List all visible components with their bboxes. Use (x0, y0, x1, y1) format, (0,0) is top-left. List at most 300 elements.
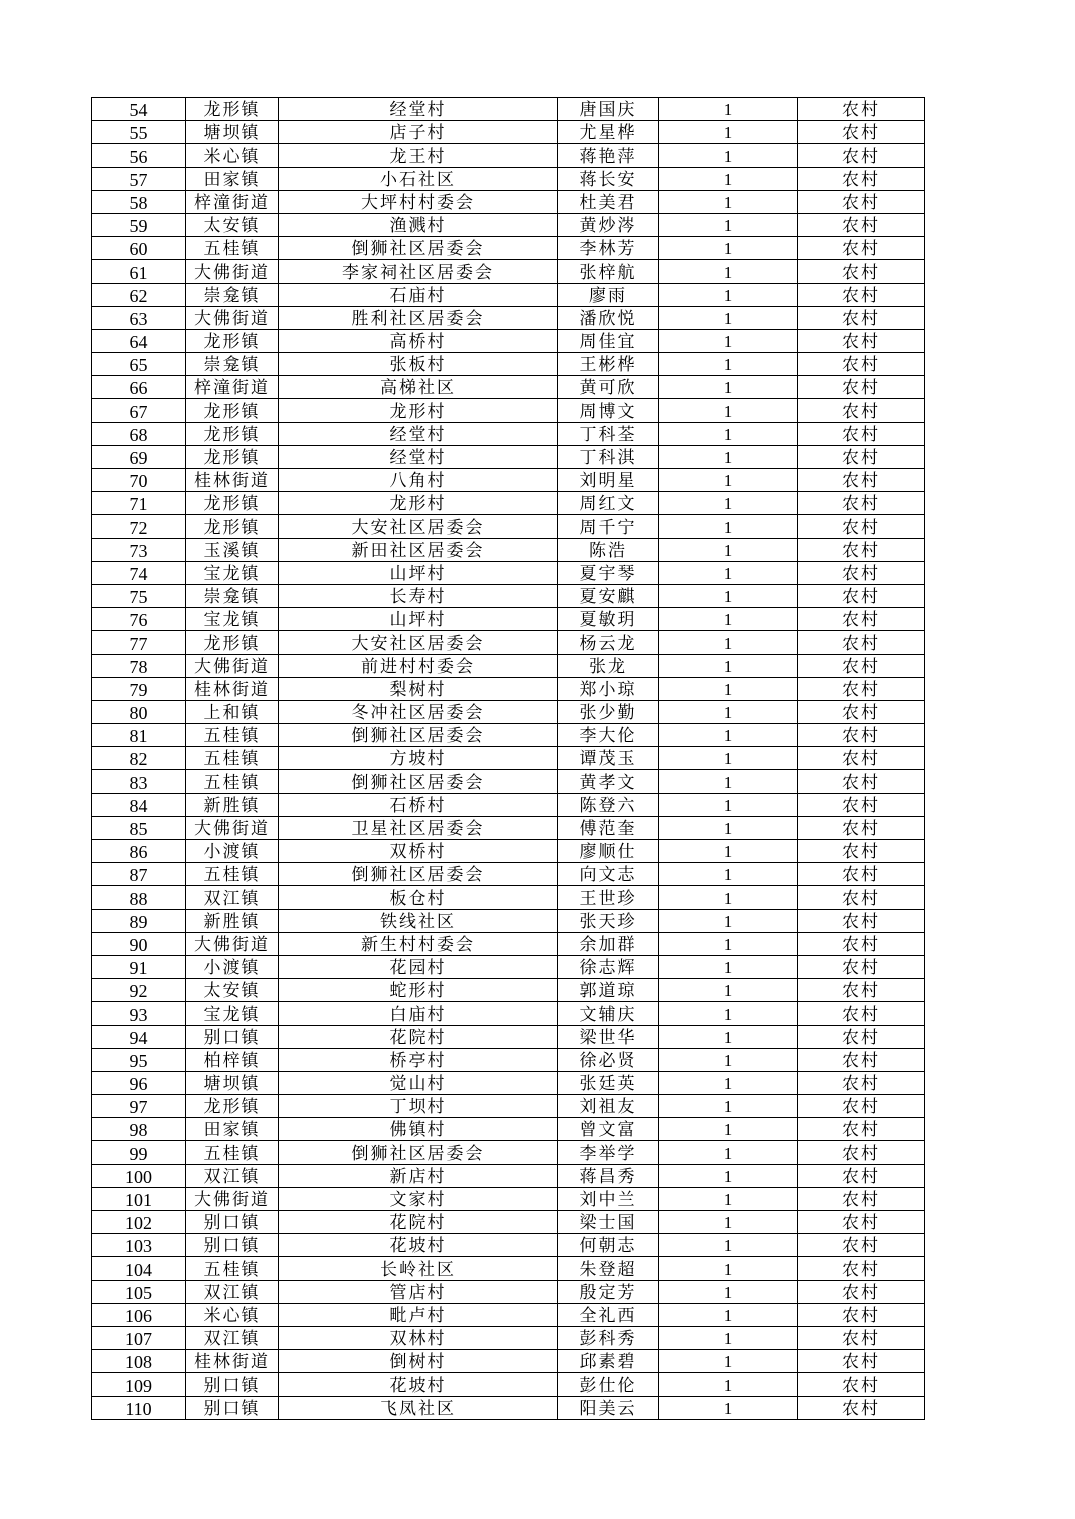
village-cell: 渔溅村 (279, 213, 558, 236)
person-name-cell: 张梓航 (558, 260, 659, 283)
count-cell: 1 (659, 654, 798, 677)
table-row (92, 1350, 925, 1373)
village-cell: 卫星社区居委会 (279, 816, 558, 839)
person-name-cell: 阳美云 (558, 1396, 659, 1419)
person-name-cell: 全礼西 (558, 1303, 659, 1326)
town-cell: 五桂镇 (186, 770, 279, 793)
table-row (92, 283, 925, 306)
type-cell: 农村 (798, 399, 925, 422)
village-cell: 花园村 (279, 955, 558, 978)
town-cell: 田家镇 (186, 1118, 279, 1141)
village-cell: 倒树村 (279, 1350, 558, 1373)
count-cell: 1 (659, 1373, 798, 1396)
village-cell: 新店村 (279, 1164, 558, 1187)
count-cell: 1 (659, 747, 798, 770)
row-number: 83 (92, 770, 186, 793)
town-cell: 龙形镇 (186, 515, 279, 538)
count-cell: 1 (659, 492, 798, 515)
row-number: 101 (92, 1187, 186, 1210)
count-cell: 1 (659, 399, 798, 422)
village-cell: 山坪村 (279, 608, 558, 631)
count-cell: 1 (659, 1326, 798, 1349)
table-row (92, 724, 925, 747)
row-number: 94 (92, 1025, 186, 1048)
roster-table (91, 97, 925, 1420)
count-cell: 1 (659, 1048, 798, 1071)
person-name-cell: 郭道琼 (558, 979, 659, 1002)
person-name-cell: 潘欣悦 (558, 306, 659, 329)
count-cell: 1 (659, 1118, 798, 1141)
village-cell: 新生村村委会 (279, 932, 558, 955)
type-cell: 农村 (798, 538, 925, 561)
town-cell: 柏梓镇 (186, 1048, 279, 1071)
village-cell: 方坡村 (279, 747, 558, 770)
person-name-cell: 朱登超 (558, 1257, 659, 1280)
village-cell: 佛镇村 (279, 1118, 558, 1141)
type-cell: 农村 (798, 724, 925, 747)
person-name-cell: 夏敏玥 (558, 608, 659, 631)
town-cell: 大佛街道 (186, 1187, 279, 1210)
town-cell: 五桂镇 (186, 724, 279, 747)
table-row (92, 561, 925, 584)
row-number: 76 (92, 608, 186, 631)
type-cell: 农村 (798, 677, 925, 700)
count-cell: 1 (659, 167, 798, 190)
table-row (92, 167, 925, 190)
village-cell: 梨树村 (279, 677, 558, 700)
type-cell: 农村 (798, 770, 925, 793)
village-cell: 管店村 (279, 1280, 558, 1303)
person-name-cell: 刘中兰 (558, 1187, 659, 1210)
village-cell: 前进村村委会 (279, 654, 558, 677)
village-cell: 龙王村 (279, 144, 558, 167)
type-cell: 农村 (798, 1002, 925, 1025)
row-number: 96 (92, 1071, 186, 1094)
person-name-cell: 梁士国 (558, 1211, 659, 1234)
person-name-cell: 张龙 (558, 654, 659, 677)
village-cell: 毗卢村 (279, 1303, 558, 1326)
village-cell: 花坡村 (279, 1234, 558, 1257)
person-name-cell: 何朝志 (558, 1234, 659, 1257)
village-cell: 大安社区居委会 (279, 515, 558, 538)
type-cell: 农村 (798, 190, 925, 213)
person-name-cell: 王世珍 (558, 886, 659, 909)
row-number: 73 (92, 538, 186, 561)
person-name-cell: 郑小琼 (558, 677, 659, 700)
person-name-cell: 黄孝文 (558, 770, 659, 793)
type-cell: 农村 (798, 1164, 925, 1187)
town-cell: 玉溪镇 (186, 538, 279, 561)
row-number: 75 (92, 584, 186, 607)
town-cell: 梓潼街道 (186, 190, 279, 213)
village-cell: 八角村 (279, 469, 558, 492)
row-number: 99 (92, 1141, 186, 1164)
table-row (92, 677, 925, 700)
town-cell: 桂林街道 (186, 677, 279, 700)
town-cell: 别口镇 (186, 1373, 279, 1396)
type-cell: 农村 (798, 747, 925, 770)
person-name-cell: 尤星桦 (558, 121, 659, 144)
person-name-cell: 黄炒涔 (558, 213, 659, 236)
village-cell: 蛇形村 (279, 979, 558, 1002)
count-cell: 1 (659, 1071, 798, 1094)
row-number: 87 (92, 863, 186, 886)
village-cell: 新田社区居委会 (279, 538, 558, 561)
person-name-cell: 邱素碧 (558, 1350, 659, 1373)
table-row (92, 747, 925, 770)
type-cell: 农村 (798, 1118, 925, 1141)
type-cell: 农村 (798, 979, 925, 1002)
town-cell: 米心镇 (186, 144, 279, 167)
row-number: 58 (92, 190, 186, 213)
village-cell: 倒狮社区居委会 (279, 770, 558, 793)
village-cell: 山坪村 (279, 561, 558, 584)
count-cell: 1 (659, 376, 798, 399)
table-row (92, 1187, 925, 1210)
type-cell: 农村 (798, 167, 925, 190)
person-name-cell: 唐国庆 (558, 98, 659, 121)
town-cell: 小渡镇 (186, 840, 279, 863)
row-number: 74 (92, 561, 186, 584)
table-row (92, 329, 925, 352)
town-cell: 别口镇 (186, 1234, 279, 1257)
row-number: 78 (92, 654, 186, 677)
count-cell: 1 (659, 1257, 798, 1280)
row-number: 60 (92, 237, 186, 260)
person-name-cell: 文辅庆 (558, 1002, 659, 1025)
count-cell: 1 (659, 677, 798, 700)
town-cell: 塘坝镇 (186, 1071, 279, 1094)
roster-table-body (92, 98, 925, 1420)
row-number: 80 (92, 700, 186, 723)
type-cell: 农村 (798, 98, 925, 121)
table-row (92, 1303, 925, 1326)
person-name-cell: 夏宇琴 (558, 561, 659, 584)
count-cell: 1 (659, 955, 798, 978)
village-cell: 双桥村 (279, 840, 558, 863)
row-number: 95 (92, 1048, 186, 1071)
person-name-cell: 丁科淇 (558, 445, 659, 468)
table-row (92, 1095, 925, 1118)
count-cell: 1 (659, 538, 798, 561)
type-cell: 农村 (798, 909, 925, 932)
table-row (92, 654, 925, 677)
town-cell: 宝龙镇 (186, 608, 279, 631)
person-name-cell: 殷定芳 (558, 1280, 659, 1303)
type-cell: 农村 (798, 793, 925, 816)
person-name-cell: 刘明星 (558, 469, 659, 492)
person-name-cell: 杜美君 (558, 190, 659, 213)
town-cell: 太安镇 (186, 213, 279, 236)
type-cell: 农村 (798, 283, 925, 306)
table-row (92, 121, 925, 144)
count-cell: 1 (659, 770, 798, 793)
table-row (92, 306, 925, 329)
person-name-cell: 周红文 (558, 492, 659, 515)
town-cell: 小渡镇 (186, 955, 279, 978)
village-cell: 文家村 (279, 1187, 558, 1210)
count-cell: 1 (659, 121, 798, 144)
table-row (92, 144, 925, 167)
count-cell: 1 (659, 1280, 798, 1303)
type-cell: 农村 (798, 1071, 925, 1094)
village-cell: 石庙村 (279, 283, 558, 306)
count-cell: 1 (659, 329, 798, 352)
town-cell: 新胜镇 (186, 909, 279, 932)
count-cell: 1 (659, 1002, 798, 1025)
town-cell: 塘坝镇 (186, 121, 279, 144)
row-number: 110 (92, 1396, 186, 1419)
count-cell: 1 (659, 886, 798, 909)
table-row (92, 1396, 925, 1419)
row-number: 89 (92, 909, 186, 932)
person-name-cell: 黄可欣 (558, 376, 659, 399)
village-cell: 高梯社区 (279, 376, 558, 399)
person-name-cell: 蒋长安 (558, 167, 659, 190)
town-cell: 龙形镇 (186, 98, 279, 121)
count-cell: 1 (659, 353, 798, 376)
row-number: 71 (92, 492, 186, 515)
count-cell: 1 (659, 190, 798, 213)
type-cell: 农村 (798, 376, 925, 399)
count-cell: 1 (659, 932, 798, 955)
row-number: 105 (92, 1280, 186, 1303)
table-row (92, 1257, 925, 1280)
person-name-cell: 谭茂玉 (558, 747, 659, 770)
row-number: 57 (92, 167, 186, 190)
row-number: 100 (92, 1164, 186, 1187)
town-cell: 五桂镇 (186, 1257, 279, 1280)
town-cell: 五桂镇 (186, 863, 279, 886)
table-row (92, 700, 925, 723)
row-number: 62 (92, 283, 186, 306)
row-number: 54 (92, 98, 186, 121)
row-number: 86 (92, 840, 186, 863)
person-name-cell: 梁世华 (558, 1025, 659, 1048)
count-cell: 1 (659, 979, 798, 1002)
town-cell: 双江镇 (186, 886, 279, 909)
village-cell: 店子村 (279, 121, 558, 144)
row-number: 64 (92, 329, 186, 352)
village-cell: 板仓村 (279, 886, 558, 909)
town-cell: 太安镇 (186, 979, 279, 1002)
village-cell: 龙形村 (279, 399, 558, 422)
count-cell: 1 (659, 840, 798, 863)
person-name-cell: 徐必贤 (558, 1048, 659, 1071)
type-cell: 农村 (798, 1373, 925, 1396)
town-cell: 双江镇 (186, 1280, 279, 1303)
type-cell: 农村 (798, 144, 925, 167)
town-cell: 龙形镇 (186, 422, 279, 445)
table-row (92, 237, 925, 260)
table-row (92, 1071, 925, 1094)
type-cell: 农村 (798, 1257, 925, 1280)
count-cell: 1 (659, 469, 798, 492)
row-number: 108 (92, 1350, 186, 1373)
table-row (92, 840, 925, 863)
village-cell: 倒狮社区居委会 (279, 863, 558, 886)
row-number: 81 (92, 724, 186, 747)
row-number: 102 (92, 1211, 186, 1234)
village-cell: 铁线社区 (279, 909, 558, 932)
table-row (92, 1234, 925, 1257)
person-name-cell: 陈浩 (558, 538, 659, 561)
row-number: 98 (92, 1118, 186, 1141)
type-cell: 农村 (798, 1234, 925, 1257)
village-cell: 倒狮社区居委会 (279, 724, 558, 747)
person-name-cell: 李大伦 (558, 724, 659, 747)
type-cell: 农村 (798, 840, 925, 863)
village-cell: 高桥村 (279, 329, 558, 352)
count-cell: 1 (659, 1396, 798, 1419)
town-cell: 双江镇 (186, 1326, 279, 1349)
town-cell: 桂林街道 (186, 469, 279, 492)
type-cell: 农村 (798, 121, 925, 144)
table-row (92, 1326, 925, 1349)
count-cell: 1 (659, 237, 798, 260)
person-name-cell: 夏安麒 (558, 584, 659, 607)
count-cell: 1 (659, 1211, 798, 1234)
row-number: 91 (92, 955, 186, 978)
table-row (92, 909, 925, 932)
type-cell: 农村 (798, 700, 925, 723)
person-name-cell: 向文志 (558, 863, 659, 886)
count-cell: 1 (659, 422, 798, 445)
village-cell: 双林村 (279, 1326, 558, 1349)
town-cell: 双江镇 (186, 1164, 279, 1187)
type-cell: 农村 (798, 1280, 925, 1303)
table-row (92, 793, 925, 816)
type-cell: 农村 (798, 515, 925, 538)
count-cell: 1 (659, 1164, 798, 1187)
town-cell: 龙形镇 (186, 445, 279, 468)
table-row (92, 538, 925, 561)
town-cell: 大佛街道 (186, 654, 279, 677)
person-name-cell: 曾文富 (558, 1118, 659, 1141)
village-cell: 胜利社区居委会 (279, 306, 558, 329)
person-name-cell: 李林芳 (558, 237, 659, 260)
count-cell: 1 (659, 260, 798, 283)
row-number: 106 (92, 1303, 186, 1326)
table-row (92, 1118, 925, 1141)
village-cell: 经堂村 (279, 422, 558, 445)
type-cell: 农村 (798, 654, 925, 677)
type-cell: 农村 (798, 886, 925, 909)
town-cell: 别口镇 (186, 1396, 279, 1419)
table-row (92, 1025, 925, 1048)
row-number: 107 (92, 1326, 186, 1349)
type-cell: 农村 (798, 1303, 925, 1326)
person-name-cell: 蒋昌秀 (558, 1164, 659, 1187)
person-name-cell: 刘祖友 (558, 1095, 659, 1118)
person-name-cell: 彭仕伦 (558, 1373, 659, 1396)
person-name-cell: 周博文 (558, 399, 659, 422)
person-name-cell: 丁科荃 (558, 422, 659, 445)
count-cell: 1 (659, 306, 798, 329)
row-number: 79 (92, 677, 186, 700)
town-cell: 大佛街道 (186, 260, 279, 283)
village-cell: 张板村 (279, 353, 558, 376)
village-cell: 花院村 (279, 1025, 558, 1048)
table-row (92, 1002, 925, 1025)
type-cell: 农村 (798, 213, 925, 236)
village-cell: 倒狮社区居委会 (279, 1141, 558, 1164)
count-cell: 1 (659, 1141, 798, 1164)
town-cell: 崇龛镇 (186, 353, 279, 376)
row-number: 59 (92, 213, 186, 236)
type-cell: 农村 (798, 816, 925, 839)
type-cell: 农村 (798, 1326, 925, 1349)
person-name-cell: 李举学 (558, 1141, 659, 1164)
town-cell: 龙形镇 (186, 1095, 279, 1118)
type-cell: 农村 (798, 1048, 925, 1071)
table-row (92, 260, 925, 283)
row-number: 56 (92, 144, 186, 167)
person-name-cell: 周佳宜 (558, 329, 659, 352)
person-name-cell: 张天珍 (558, 909, 659, 932)
village-cell: 石桥村 (279, 793, 558, 816)
type-cell: 农村 (798, 1396, 925, 1419)
row-number: 82 (92, 747, 186, 770)
person-name-cell: 蒋艳萍 (558, 144, 659, 167)
count-cell: 1 (659, 98, 798, 121)
village-cell: 经堂村 (279, 98, 558, 121)
row-number: 66 (92, 376, 186, 399)
type-cell: 农村 (798, 932, 925, 955)
town-cell: 龙形镇 (186, 329, 279, 352)
village-cell: 花院村 (279, 1211, 558, 1234)
person-name-cell: 周千宁 (558, 515, 659, 538)
row-number: 55 (92, 121, 186, 144)
person-name-cell: 廖雨 (558, 283, 659, 306)
table-row (92, 422, 925, 445)
table-row (92, 816, 925, 839)
town-cell: 别口镇 (186, 1211, 279, 1234)
row-number: 77 (92, 631, 186, 654)
table-row (92, 445, 925, 468)
table-row (92, 932, 925, 955)
town-cell: 龙形镇 (186, 399, 279, 422)
town-cell: 大佛街道 (186, 932, 279, 955)
row-number: 90 (92, 932, 186, 955)
person-name-cell: 陈登六 (558, 793, 659, 816)
table-row (92, 213, 925, 236)
table-row (92, 1164, 925, 1187)
town-cell: 梓潼街道 (186, 376, 279, 399)
type-cell: 农村 (798, 1187, 925, 1210)
count-cell: 1 (659, 724, 798, 747)
town-cell: 龙形镇 (186, 631, 279, 654)
row-number: 85 (92, 816, 186, 839)
village-cell: 白庙村 (279, 1002, 558, 1025)
count-cell: 1 (659, 1187, 798, 1210)
table-row (92, 492, 925, 515)
village-cell: 飞凤社区 (279, 1396, 558, 1419)
count-cell: 1 (659, 283, 798, 306)
type-cell: 农村 (798, 1141, 925, 1164)
count-cell: 1 (659, 445, 798, 468)
town-cell: 米心镇 (186, 1303, 279, 1326)
type-cell: 农村 (798, 955, 925, 978)
type-cell: 农村 (798, 1211, 925, 1234)
type-cell: 农村 (798, 422, 925, 445)
table-row (92, 863, 925, 886)
table-row (92, 1280, 925, 1303)
town-cell: 大佛街道 (186, 306, 279, 329)
type-cell: 农村 (798, 260, 925, 283)
town-cell: 桂林街道 (186, 1350, 279, 1373)
row-number: 93 (92, 1002, 186, 1025)
